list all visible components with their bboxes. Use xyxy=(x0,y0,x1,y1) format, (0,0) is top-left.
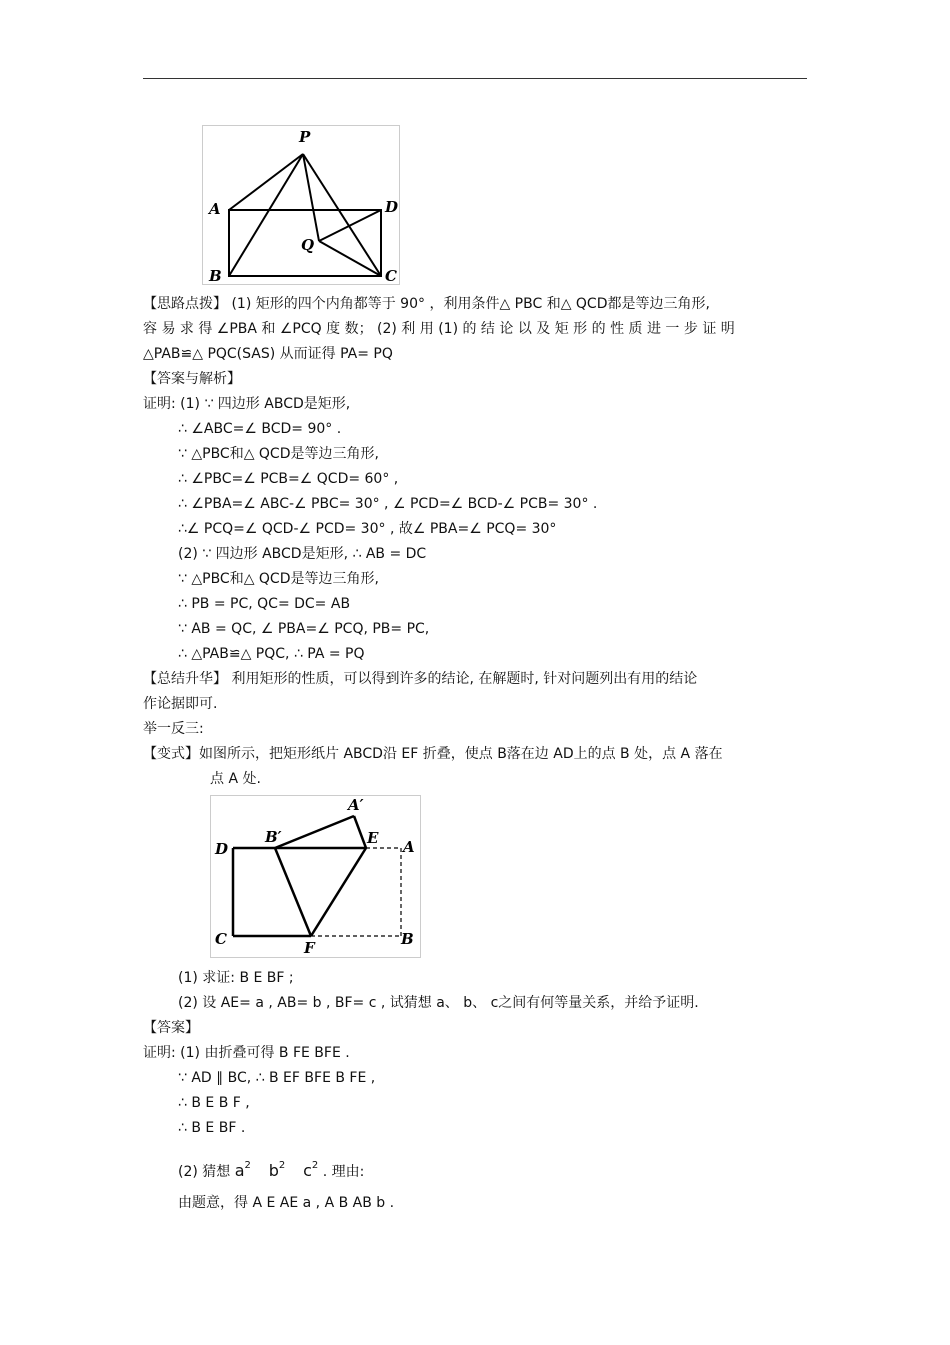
var-c: c xyxy=(303,1161,312,1180)
label-p: P xyxy=(299,128,311,146)
label-b-prime: B′ xyxy=(265,828,282,846)
proof-line-3: ∵ △PBC和△ QCD是等边三角形, xyxy=(178,446,379,462)
question-1: (1) 求证: B E BF ; xyxy=(178,970,294,986)
proof2-line-3: ∴ B E B F , xyxy=(178,1095,250,1111)
answer2-heading: 【答案】 xyxy=(143,1020,199,1036)
figure-rectangle-triangles xyxy=(202,125,400,285)
proof-line-2: ∴ ∠ABC=∠ BCD= 90° . xyxy=(178,421,342,437)
summary-line-2: 作论据即可. xyxy=(143,696,218,712)
label-e: E xyxy=(367,829,379,847)
label-d: D xyxy=(215,840,229,858)
segment-qc xyxy=(319,241,381,276)
proof-line-5: ∴ ∠PBA=∠ ABC-∠ PBC= 30° , ∠ PCD=∠ BCD-∠ PCB= 30° . xyxy=(178,496,598,512)
variant-line-1: 【变式】如图所示，把矩形纸片 ABCD沿 EF 折叠，使点 B落在边 AD上的点 B 处，点 A 落在 xyxy=(143,746,723,762)
label-c: C xyxy=(215,930,227,948)
label-a: A xyxy=(403,838,415,856)
proof-line-8: ∵ △PBC和△ QCD是等边三角形, xyxy=(178,571,379,587)
label-a-prime: A′ xyxy=(348,796,364,814)
proof2-line-4: ∴ B E BF . xyxy=(178,1120,246,1136)
header-rule xyxy=(143,78,807,79)
hint-line-3: △PAB≌△ PQC(SAS) 从而证得 PA= PQ xyxy=(143,346,393,362)
hint-line-1: 【思路点拨】 (1) 矩形的四个内角都等于 90° ，利用条件△ PBC 和△ QCD都是等边三角形, xyxy=(143,296,710,312)
segment-bprime-f xyxy=(275,848,311,936)
segment-pa xyxy=(229,154,303,210)
label-q: Q xyxy=(301,236,315,254)
var-a: a xyxy=(234,1161,245,1180)
proof-line-4: ∴ ∠PBC=∠ PCB=∠ QCD= 60° , xyxy=(178,471,399,487)
exp-b: 2 xyxy=(278,1160,286,1171)
label-a: A xyxy=(209,200,221,218)
practice-heading: 举一反三: xyxy=(143,721,204,737)
label-f: F xyxy=(304,939,315,957)
var-b: b xyxy=(268,1161,279,1180)
proof2-line-1: 证明: (1) 由折叠可得 B FE BFE . xyxy=(143,1045,350,1061)
proof-line-10: ∵ AB = QC, ∠ PBA=∠ PCQ, PB= PC, xyxy=(178,621,430,637)
proof2-line-2: ∵ AD ∥ BC, ∴ B EF BFE B FE , xyxy=(178,1070,376,1086)
question-2: (2) 设 AE= a , AB= b , BF= c , 试猜想 a、 b、 c之间有何等量关系，并给予证明. xyxy=(178,995,699,1011)
guess-suffix: . 理由: xyxy=(322,1164,365,1180)
exp-c: 2 xyxy=(311,1160,319,1171)
answer-heading: 【答案与解析】 xyxy=(143,371,241,387)
guess-prefix: (2) 猜想 xyxy=(178,1164,235,1180)
proof-line-7: (2) ∵ 四边形 ABCD是矩形, ∴ AB = DC xyxy=(178,546,427,562)
variant-line-2: 点 A 处. xyxy=(210,771,261,787)
proof2-line-5: 由题意，得 A E AE a , A B AB b . xyxy=(178,1195,395,1211)
label-b: B xyxy=(401,930,414,948)
segment-bprime-aprime xyxy=(275,816,354,848)
exp-a: 2 xyxy=(244,1160,251,1171)
guess-line xyxy=(178,1156,364,1182)
proof-line-6: ∴∠ PCQ=∠ QCD-∠ PCD= 30° , 故∠ PBA=∠ PCQ= 30° xyxy=(178,521,557,537)
label-c: C xyxy=(385,267,397,284)
proof-line-9: ∴ PB = PC, QC= DC= AB xyxy=(178,596,351,612)
segment-qd xyxy=(319,210,381,241)
summary-line-1: 【总结升华】 利用矩形的性质，可以得到许多的结论, 在解题时, 针对问题列出有用的结论 xyxy=(143,671,698,687)
segment-aprime-e xyxy=(354,816,366,848)
label-b: B xyxy=(209,267,222,284)
proof-line-1: 证明: (1) ∵ 四边形 ABCD是矩形, xyxy=(143,396,351,412)
label-d: D xyxy=(385,198,399,216)
proof-line-11: ∴ △PAB≌△ PQC, ∴ PA = PQ xyxy=(178,646,365,662)
segment-fe xyxy=(311,848,366,936)
hint-line-2: 容 易 求 得 ∠PBA 和 ∠PCQ 度 数； (2) 利 用 (1) 的 结 论 以 及 矩 形 的 性 质 进 一 步 证 明 xyxy=(143,321,735,337)
figure-folded-rectangle xyxy=(210,795,421,958)
segment-pb xyxy=(229,154,303,276)
